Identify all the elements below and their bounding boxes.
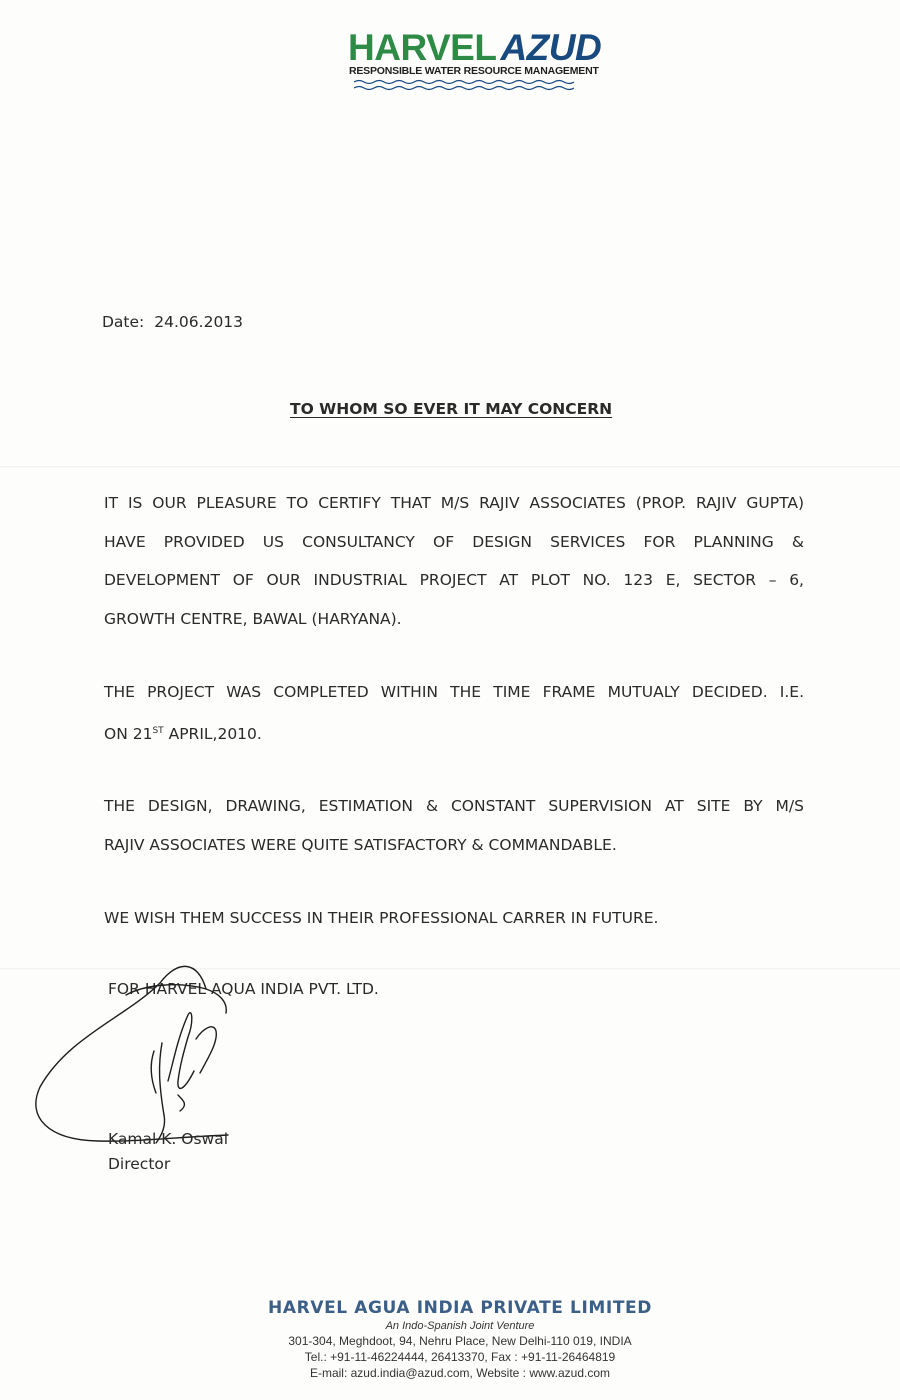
- logo-harvel-text: HARVEL: [348, 27, 497, 68]
- paper-fold-line: [0, 466, 900, 468]
- date-value: 24.06.2013: [154, 313, 244, 331]
- paragraph-wishes: [104, 899, 804, 938]
- paragraph-line: IT IS OUR PLEASURE TO CERTIFY THAT M/S RAJIV ASSOCIATES (PROP. RAJIV GUPTA): [104, 494, 804, 512]
- letter-subject: TO WHOM SO EVER IT MAY CONCERN: [290, 400, 613, 418]
- date-label: Date:: [102, 313, 145, 331]
- letterhead-footer: [200, 1297, 720, 1381]
- logo-tagline: RESPONSIBLE WATER RESOURCE MANAGEMENT: [349, 65, 599, 77]
- company-logo: [348, 27, 602, 94]
- footer-venture: An Indo-Spanish Joint Venture: [385, 1320, 535, 1332]
- paragraph-quality: [104, 787, 804, 864]
- footer-company-name: HARVEL AGUA INDIA PRIVATE LIMITED: [268, 1298, 652, 1318]
- signatory-title: Director: [108, 1155, 171, 1173]
- footer-address: 301-304, Meghdoot, 94, Nehru Place, New Delhi-110 019, INDIA: [288, 1334, 632, 1348]
- logo-wordmark: [348, 28, 601, 68]
- completion-date-prefix: ON 21: [104, 724, 153, 743]
- paragraph-line: HAVE PROVIDED US CONSULTANCY OF DESIGN SERVICES FOR PLANNING &: [104, 532, 804, 551]
- completion-date-suffix: APRIL,2010.: [163, 724, 262, 743]
- logo-azud-text: AZUD: [500, 27, 602, 68]
- paragraph-certification: [104, 484, 804, 638]
- closing-company-line: FOR HARVEL AQUA INDIA PVT. LTD.: [108, 980, 379, 998]
- ordinal-suffix: ST: [152, 725, 164, 736]
- water-waves-icon: [354, 78, 574, 92]
- paragraph-line: GROWTH CENTRE, BAWAL (HARYANA).: [104, 609, 402, 628]
- paragraph-line: [104, 712, 804, 754]
- paragraph-line: THE DESIGN, DRAWING, ESTIMATION & CONSTANT SUPERVISION AT SITE BY M/S: [104, 797, 804, 815]
- footer-email-website: E-mail: azud.india@azud.com, Website : www.azud.com: [309, 1366, 611, 1380]
- letter-date: [102, 313, 243, 331]
- paragraph-completion: [104, 673, 804, 753]
- paragraph-line: THE PROJECT WAS COMPLETED WITHIN THE TIME FRAME MUTUALY DECIDED. I.E.: [104, 683, 804, 701]
- paragraph-line: RAJIV ASSOCIATES WERE QUITE SATISFACTORY & COMMANDABLE.: [104, 835, 617, 854]
- footer-phone: Tel.: +91-11-46224444, 26413370, Fax : +91-11-26464819: [304, 1350, 616, 1364]
- paragraph-line: WE WISH THEM SUCCESS IN THEIR PROFESSIONAL CARRER IN FUTURE.: [104, 909, 659, 927]
- handwritten-signature: [28, 955, 258, 1150]
- paragraph-line: DEVELOPMENT OF OUR INDUSTRIAL PROJECT AT PLOT NO. 123 E, SECTOR – 6,: [104, 571, 804, 589]
- signatory-name: Kamal K. Oswal: [108, 1130, 228, 1148]
